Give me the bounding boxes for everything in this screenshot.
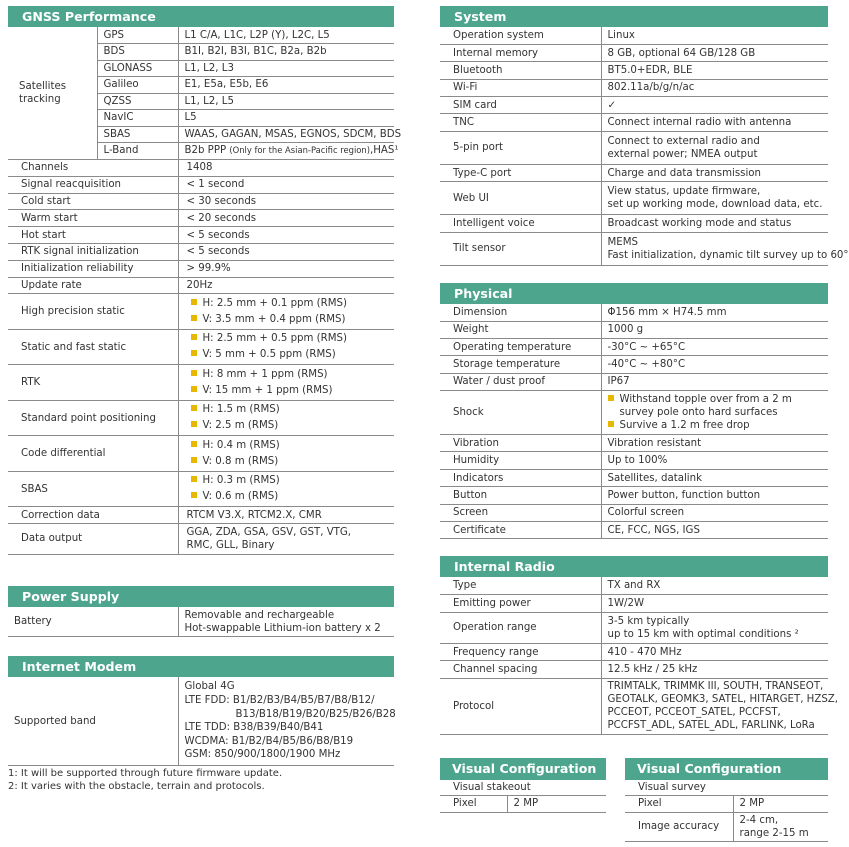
system-label-web-ui: Web UI bbox=[440, 182, 601, 215]
spec-value-channels: 1408 bbox=[178, 160, 394, 177]
precision-value-high-precision-static: H: 2.5 mm + 0.1 ppm (RMS) V: 3.5 mm + 0.4 ppm (RMS) bbox=[178, 294, 394, 330]
supported-band-label: Supported band bbox=[8, 677, 178, 765]
system-row bbox=[440, 62, 828, 79]
satellites-tracking-label: Satellites tracking bbox=[8, 27, 97, 159]
system-value-bluetooth: BT5.0+EDR, BLE bbox=[601, 62, 828, 79]
physical-value-indicators: Satellites, datalink bbox=[601, 469, 828, 486]
physical-row bbox=[440, 391, 828, 435]
precision-row bbox=[8, 400, 394, 436]
radio-value-channel-spacing: 12.5 kHz / 25 kHz bbox=[601, 661, 828, 679]
visual-survey-block bbox=[625, 758, 828, 842]
physical-table bbox=[440, 304, 828, 540]
system-row bbox=[440, 215, 828, 232]
system-label-5-pin-port: 5-pin port bbox=[440, 131, 601, 164]
physical-value-certificate: CE, FCC, NGS, IGS bbox=[601, 522, 828, 539]
system-row bbox=[440, 114, 828, 131]
bullet-icon bbox=[191, 370, 197, 376]
visual2-label-pixel: Pixel bbox=[625, 796, 733, 812]
system-label-internal-memory: Internal memory bbox=[440, 44, 601, 61]
spec-value-hot-start: < 5 seconds bbox=[178, 227, 394, 244]
bullet-icon bbox=[191, 476, 197, 482]
power-table bbox=[8, 607, 394, 638]
satellite-signals-navic: L5 bbox=[178, 110, 394, 127]
bullet-icon bbox=[608, 395, 614, 401]
system-row bbox=[440, 131, 828, 164]
system-label-bluetooth: Bluetooth bbox=[440, 62, 601, 79]
physical-label-certificate: Certificate bbox=[440, 522, 601, 539]
system-value-internal-memory: 8 GB, optional 64 GB/128 GB bbox=[601, 44, 828, 61]
radio-table bbox=[440, 577, 839, 735]
system-label-sim-card: SIM card bbox=[440, 97, 601, 114]
radio-value-emitting-power: 1W/2W bbox=[601, 595, 828, 613]
satellite-name-navic: NavIC bbox=[97, 110, 178, 127]
gnss-spec-table bbox=[8, 160, 394, 555]
physical-label-shock: Shock bbox=[440, 391, 601, 435]
system-row bbox=[440, 182, 828, 215]
spec-row bbox=[8, 176, 394, 193]
physical-label-indicators: Indicators bbox=[440, 469, 601, 486]
bullet-icon bbox=[191, 350, 197, 356]
radio-row bbox=[440, 577, 828, 595]
satellite-signals-l-band: B2b PPP (Only for the Asian-Pacific region),HAS¹ bbox=[178, 143, 394, 160]
radio-row bbox=[440, 612, 828, 643]
visual2-value-image-accuracy: 2-4 cm, range 2-15 m bbox=[733, 812, 828, 841]
satellite-name-glonass: GLONASS bbox=[97, 60, 178, 77]
gnss-table bbox=[8, 27, 402, 160]
footnotes bbox=[8, 767, 282, 793]
spec-label-rtk-signal-initialization: RTK signal initialization bbox=[8, 243, 178, 260]
precision-row bbox=[8, 294, 394, 330]
radio-label-emitting-power: Emitting power bbox=[440, 595, 601, 613]
physical-row bbox=[440, 356, 828, 373]
satellite-name-l-band: L-Band bbox=[97, 143, 178, 160]
precision-label-rtk: RTK bbox=[8, 365, 178, 401]
physical-label-button: Button bbox=[440, 487, 601, 504]
battery-value: Removable and rechargeable Hot-swappable Lithium-ion battery x 2 bbox=[178, 607, 394, 637]
system-label-wi-fi: Wi-Fi bbox=[440, 79, 601, 96]
precision-value-static-and-fast-static: H: 2.5 mm + 0.5 ppm (RMS) V: 5 mm + 0.5 ppm (RMS) bbox=[178, 329, 394, 365]
system-value-operation-system: Linux bbox=[601, 27, 828, 44]
visual1-pixel-label: Pixel bbox=[440, 796, 507, 812]
radio-row bbox=[440, 661, 828, 679]
spec-row bbox=[8, 260, 394, 277]
satellite-name-sbas: SBAS bbox=[97, 126, 178, 143]
system-value-5-pin-port: Connect to external radio and external power; NMEA output bbox=[601, 131, 828, 164]
spec-label-update-rate: Update rate bbox=[8, 277, 178, 294]
physical-value-storage-temperature: -40°C ~ +80°C bbox=[601, 356, 828, 373]
spec-row bbox=[8, 243, 394, 260]
spec-label-cold-start: Cold start bbox=[8, 193, 178, 210]
radio-label-frequency-range: Frequency range bbox=[440, 643, 601, 661]
spec-label-channels: Channels bbox=[8, 160, 178, 177]
precision-row bbox=[8, 436, 394, 472]
spec-value-update-rate: 20Hz bbox=[178, 277, 394, 294]
visual2-row bbox=[625, 812, 828, 841]
band-line: GSM: 850/900/1800/1900 MHz bbox=[184, 749, 341, 761]
bullet-icon bbox=[191, 299, 197, 305]
physical-value-button: Power button, function button bbox=[601, 487, 828, 504]
precision-label-code-differential: Code differential bbox=[8, 436, 178, 472]
supported-band-value bbox=[178, 677, 394, 765]
footnote-2: 2: It varies with the obstacle, terrain and protocols. bbox=[8, 781, 265, 792]
precision-label-static-and-fast-static: Static and fast static bbox=[8, 329, 178, 365]
physical-label-dimension: Dimension bbox=[440, 304, 601, 321]
band-line: LTE TDD: B38/B39/B40/B41 bbox=[184, 722, 324, 734]
spec-label-warm-start: Warm start bbox=[8, 210, 178, 227]
radio-row bbox=[440, 595, 828, 613]
radio-label-channel-spacing: Channel spacing bbox=[440, 661, 601, 679]
precision-label-standard-point-positioning: Standard point positioning bbox=[8, 400, 178, 436]
precision-label-high-precision-static: High precision static bbox=[8, 294, 178, 330]
visual2-table bbox=[625, 796, 828, 842]
precision-row bbox=[8, 365, 394, 401]
system-table bbox=[440, 27, 849, 266]
system-label-type-c-port: Type-C port bbox=[440, 164, 601, 181]
precision-value-standard-point-positioning: H: 1.5 m (RMS) V: 2.5 m (RMS) bbox=[178, 400, 394, 436]
satellite-name-gps: GPS bbox=[97, 27, 178, 44]
band-line: LTE FDD: B1/B2/B3/B4/B5/B7/B8/B12/ bbox=[184, 694, 375, 706]
satellite-signals-sbas: WAAS, GAGAN, MSAS, EGNOS, SDCM, BDS bbox=[178, 126, 394, 143]
precision-row bbox=[8, 471, 394, 507]
physical-label-vibration: Vibration bbox=[440, 435, 601, 452]
data-output-value: GGA, ZDA, GSA, GSV, GST, VTG, RMC, GLL, Binary bbox=[178, 523, 394, 554]
radio-value-frequency-range: 410 - 470 MHz bbox=[601, 643, 828, 661]
spec-label-signal-reacquisition: Signal reacquisition bbox=[8, 176, 178, 193]
spec-row bbox=[8, 210, 394, 227]
visual2-row bbox=[625, 796, 828, 812]
system-value-web-ui: View status, update firmware, set up working mode, download data, etc. bbox=[601, 182, 828, 215]
precision-value-rtk: H: 8 mm + 1 ppm (RMS) V: 15 mm + 1 ppm (RMS) bbox=[178, 365, 394, 401]
footnote-1: 1: It will be supported through future firmware update. bbox=[8, 768, 283, 779]
physical-row bbox=[440, 321, 828, 338]
bullet-icon bbox=[191, 405, 197, 411]
precision-row bbox=[8, 329, 394, 365]
band-line: Global 4G bbox=[184, 681, 235, 693]
physical-label-storage-temperature: Storage temperature bbox=[440, 356, 601, 373]
physical-label-operating-temperature: Operating temperature bbox=[440, 338, 601, 355]
spec-value-warm-start: < 20 seconds bbox=[178, 210, 394, 227]
system-label-operation-system: Operation system bbox=[440, 27, 601, 44]
bullet-icon bbox=[191, 315, 197, 321]
visual2-label-image-accuracy: Image accuracy bbox=[625, 812, 733, 841]
system-label-tnc: TNC bbox=[440, 114, 601, 131]
satellite-name-qzss: QZSS bbox=[97, 93, 178, 110]
radio-row bbox=[440, 643, 828, 661]
visual1-subtitle: Visual stakeout bbox=[440, 780, 606, 796]
radio-label-protocol: Protocol bbox=[440, 678, 601, 734]
precision-label-sbas: SBAS bbox=[8, 471, 178, 507]
visual2-subtitle: Visual survey bbox=[625, 780, 828, 796]
spec-row bbox=[8, 160, 394, 177]
spec-row bbox=[8, 227, 394, 244]
physical-value-weight: 1000 g bbox=[601, 321, 828, 338]
spec-value-rtk-signal-initialization: < 5 seconds bbox=[178, 243, 394, 260]
physical-row bbox=[440, 504, 828, 521]
physical-row bbox=[440, 338, 828, 355]
precision-value-sbas: H: 0.3 m (RMS) V: 0.6 m (RMS) bbox=[178, 471, 394, 507]
radio-value-protocol: TRIMTALK, TRIMMK III, SOUTH, TRANSEOT, GEOTALK, GEOMK3, SATEL, HITARGET, HZSZ, PCCEOT, PCCEOT_SATEL, PCCFST, PCCFST_ADL, SATEL_ADL, FARLINK, LoRa bbox=[601, 678, 828, 734]
system-row bbox=[440, 79, 828, 96]
bullet-icon bbox=[191, 334, 197, 340]
radio-row bbox=[440, 678, 828, 734]
radio-header: Internal Radio bbox=[440, 556, 828, 577]
spec-row bbox=[8, 193, 394, 210]
system-label-tilt-sensor: Tilt sensor bbox=[440, 232, 601, 265]
physical-row bbox=[440, 487, 828, 504]
physical-row bbox=[440, 469, 828, 486]
system-value-type-c-port: Charge and data transmission bbox=[601, 164, 828, 181]
radio-label-operation-range: Operation range bbox=[440, 612, 601, 643]
left-column bbox=[8, 6, 402, 766]
bullet-icon bbox=[191, 441, 197, 447]
satellite-signals-glonass: L1, L2, L3 bbox=[178, 60, 394, 77]
band-line: WCDMA: B1/B2/B4/B5/B6/B8/B19 bbox=[184, 735, 354, 747]
correction-row bbox=[8, 507, 394, 524]
right-column bbox=[440, 6, 849, 735]
physical-value-dimension: Φ156 mm × H74.5 mm bbox=[601, 304, 828, 321]
correction-data-value: RTCM V3.X, RTCM2.X, CMR bbox=[178, 507, 394, 524]
precision-value-code-differential: H: 0.4 m (RMS) V: 0.8 m (RMS) bbox=[178, 436, 394, 472]
physical-label-screen: Screen bbox=[440, 504, 601, 521]
satellite-signals-gps: L1 C/A, L1C, L2P (Y), L2C, L5 bbox=[178, 27, 394, 44]
system-row bbox=[440, 27, 828, 44]
visual2-value-pixel: 2 MP bbox=[733, 796, 828, 812]
system-label-intelligent-voice: Intelligent voice bbox=[440, 215, 601, 232]
bullet-icon bbox=[608, 421, 614, 427]
band-line: B13/B18/B19/B20/B25/B26/B28 bbox=[235, 708, 396, 720]
system-row bbox=[440, 164, 828, 181]
bullet-icon bbox=[191, 492, 197, 498]
physical-row bbox=[440, 435, 828, 452]
physical-label-water-dust-proof: Water / dust proof bbox=[440, 373, 601, 390]
radio-label-type: Type bbox=[440, 577, 601, 595]
physical-label-humidity: Humidity bbox=[440, 452, 601, 469]
spec-label-initialization-reliability: Initialization reliability bbox=[8, 260, 178, 277]
spec-value-initialization-reliability: > 99.9% bbox=[178, 260, 394, 277]
system-value-intelligent-voice: Broadcast working mode and status bbox=[601, 215, 828, 232]
system-value-sim-card: ✓ bbox=[601, 97, 828, 114]
system-value-wi-fi: 802.11a/b/g/n/ac bbox=[601, 79, 828, 96]
modem-table bbox=[8, 677, 394, 766]
physical-row bbox=[440, 373, 828, 390]
spec-row bbox=[8, 277, 394, 294]
system-value-tnc: Connect internal radio with antenna bbox=[601, 114, 828, 131]
spec-value-cold-start: < 30 seconds bbox=[178, 193, 394, 210]
visual1-header: Visual Configuration bbox=[440, 758, 606, 780]
satellite-name-galileo: Galileo bbox=[97, 77, 178, 94]
data-output-label: Data output bbox=[8, 523, 178, 554]
visual-stakeout-block bbox=[440, 758, 606, 813]
system-value-tilt-sensor: MEMS Fast initialization, dynamic tilt survey up to 60° bbox=[601, 232, 828, 265]
physical-value-operating-temperature: -30°C ~ +65°C bbox=[601, 338, 828, 355]
gnss-header: GNSS Performance bbox=[8, 6, 394, 27]
correction-data-label: Correction data bbox=[8, 507, 178, 524]
power-header: Power Supply bbox=[8, 586, 394, 607]
modem-header: Internet Modem bbox=[8, 656, 394, 677]
visual1-pixel-value: 2 MP bbox=[507, 796, 606, 812]
physical-value-humidity: Up to 100% bbox=[601, 452, 828, 469]
satellite-signals-galileo: E1, E5a, E5b, E6 bbox=[178, 77, 394, 94]
physical-label-weight: Weight bbox=[440, 321, 601, 338]
satellite-signals-qzss: L1, L2, L5 bbox=[178, 93, 394, 110]
physical-row bbox=[440, 522, 828, 539]
system-row bbox=[440, 97, 828, 114]
radio-value-operation-range: 3-5 km typically up to 15 km with optimal conditions ² bbox=[601, 612, 828, 643]
radio-value-type: TX and RX bbox=[601, 577, 828, 595]
physical-value-water-dust-proof: IP67 bbox=[601, 373, 828, 390]
system-row bbox=[440, 44, 828, 61]
physical-header: Physical bbox=[440, 283, 828, 304]
spec-label-hot-start: Hot start bbox=[8, 227, 178, 244]
bullet-icon bbox=[191, 386, 197, 392]
battery-label: Battery bbox=[8, 607, 178, 637]
physical-value-vibration: Vibration resistant bbox=[601, 435, 828, 452]
system-row bbox=[440, 232, 828, 265]
physical-row bbox=[440, 452, 828, 469]
bullet-icon bbox=[191, 421, 197, 427]
physical-value-screen: Colorful screen bbox=[601, 504, 828, 521]
spec-value-signal-reacquisition: < 1 second bbox=[178, 176, 394, 193]
satellite-row bbox=[8, 27, 394, 44]
physical-row bbox=[440, 304, 828, 321]
bullet-icon bbox=[191, 457, 197, 463]
satellite-signals-bds: B1I, B2I, B3I, B1C, B2a, B2b bbox=[178, 44, 394, 61]
system-header: System bbox=[440, 6, 828, 27]
visual1-table bbox=[440, 796, 606, 813]
visual2-header: Visual Configuration bbox=[625, 758, 828, 780]
physical-value-shock: Withstand topple over from a 2 m survey pole onto hard surfaces Survive a 1.2 m free drop bbox=[601, 391, 828, 435]
satellite-name-bds: BDS bbox=[97, 44, 178, 61]
data-output-row bbox=[8, 523, 394, 554]
